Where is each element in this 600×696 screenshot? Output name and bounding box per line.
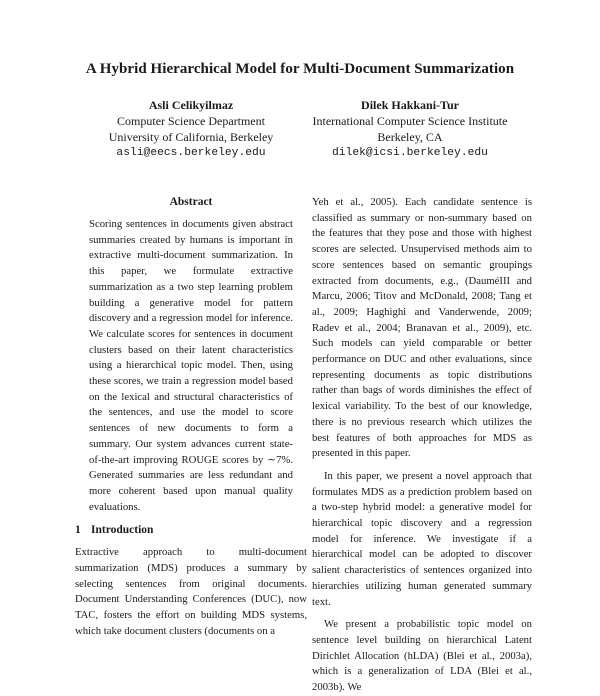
abstract-heading: Abstract bbox=[169, 196, 213, 208]
author-name: Dilek Hakkani-Tur bbox=[361, 98, 459, 112]
right-column bbox=[312, 195, 532, 696]
author-institution: Berkeley, CA bbox=[377, 130, 443, 144]
author-department: Computer Science Department bbox=[117, 114, 265, 128]
abstract-text: Scoring sentences in documents given abstract summaries created by humans is important in extractive multi-document summarization. In this paper, we formulate extractive summarization as a two step learning problem building a generative model for pattern discovery and a regression model for inference. We calculate scores for sentences in document clusters based on their latent characteristics using a hierarchical topic model. Then, using these scores, we train a regression model based on the lexical and structural characteristics of the sentences, and use the model to score sentences of new documents to form a summary. Our system advances current state-of-the-art improving ROUGE scores by ∼7%. Generated summaries are less redundant and more coherent based upon manual quality evaluations. bbox=[89, 218, 293, 513]
author-email: dilek@icsi.berkeley.edu bbox=[332, 147, 488, 159]
author-block-2 bbox=[290, 97, 530, 161]
section-number: 1 bbox=[75, 524, 81, 537]
author-name: Asli Celikyilmaz bbox=[148, 98, 234, 112]
author-institution: University of California, Berkeley bbox=[108, 130, 274, 144]
introduction-paragraph-2: Yeh et al., 2005). Each candidate sentence is classified as summary or non-summary based on the features that they pose and those with highest scores are selected. Unsupervised methods aim to score sentences based on semantic groupings extracted from documents, e.g., (DauméIII and Marcu, 2006; Titov and McDonald, 2008; Tang et al., 2009; Haghighi and Vanderwende, 2009; Radev et al., 2004; Branavan et al., 2009), etc. Such models can yield comparable or better performance on DUC and other evaluations, since representing documents as topic distributions rather than bags of words diminishes the effect of lexical variability. To the best of our knowledge, there is no previous research which utilizes the best features of both approaches for MDS as presented in this paper. bbox=[312, 196, 532, 460]
author-email: asli@eecs.berkeley.edu bbox=[116, 147, 266, 159]
left-column bbox=[75, 195, 307, 640]
author-block-1 bbox=[86, 97, 296, 161]
introduction-paragraph-1: Extractive approach to multi-document summarization (MDS) produces a summary by selecting sentences from original documents. Document Understanding Conferences (DUC), now TAC, fosters the effort on building MDS systems, which take document clusters (documents on a bbox=[75, 546, 307, 637]
section-heading-introduction bbox=[75, 523, 307, 539]
paper-title: A Hybrid Hierarchical Model for Multi-Document Summarization bbox=[85, 61, 515, 77]
author-department: International Computer Science Institute bbox=[312, 114, 508, 128]
introduction-paragraph-3: In this paper, we present a novel approach that formulates MDS as a prediction problem based on a two-step hybrid model: a generative model for hierarchical topic discovery and a regression model for inference. We investigate if a hierarchical model can be adopted to discover salient characteristics of sentences organized into hierarchies utilizing human generated summary text. bbox=[312, 469, 532, 608]
introduction-paragraph-4: We present a probabilistic topic model on sentence level building on hierarchical Latent Dirichlet Allocation (hLDA) (Blei et al., 2003a), which is a generalization of LDA (Blei et al., 2003b). We bbox=[312, 618, 532, 694]
section-title: Introduction bbox=[91, 524, 154, 537]
